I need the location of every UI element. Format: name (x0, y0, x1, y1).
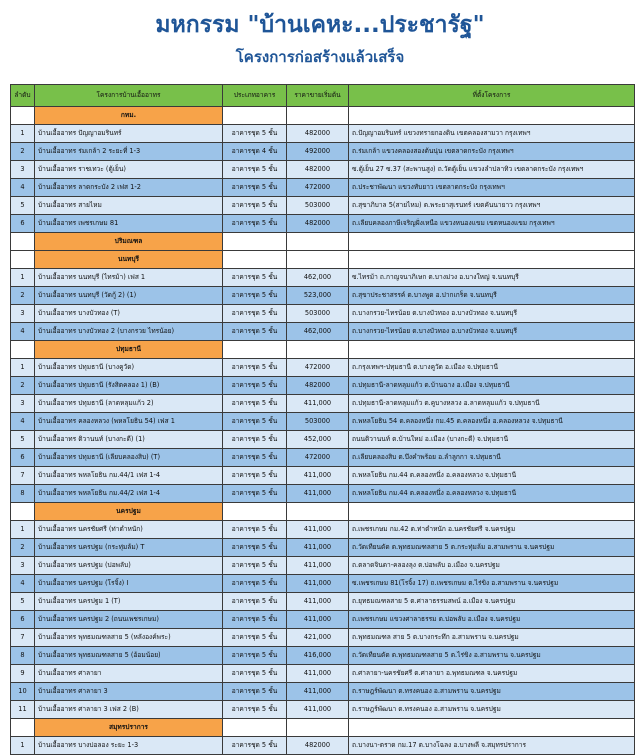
row-number: 1 (11, 269, 35, 287)
group-empty-cell (11, 233, 35, 251)
group-empty-cell (11, 341, 35, 359)
table-row (11, 449, 635, 467)
group-empty-cell (287, 251, 349, 269)
row-number: 2 (11, 539, 35, 557)
col-header-price: ราคาขายเริ่มต้น (287, 85, 349, 107)
row-project: บ้านเอื้ออาทร ปทุมธานี (รังสิตคลอง 1) (B) (35, 377, 223, 395)
row-number: 4 (11, 413, 35, 431)
group-name: นครปฐม (35, 503, 223, 521)
row-number: 10 (11, 683, 35, 701)
row-number: 3 (11, 395, 35, 413)
table-row (11, 179, 635, 197)
row-building-type: อาคารชุด 5 ชั้น (223, 305, 287, 323)
row-number: 1 (11, 521, 35, 539)
row-price: 482000 (287, 215, 349, 233)
row-location: ถ.ศาลายา-นครชัยศรี ต.ศาลายา อ.พุทธมณฑล จ.นครปฐม (349, 665, 635, 683)
table-row (11, 323, 635, 341)
group-empty-cell (287, 341, 349, 359)
row-number: 3 (11, 305, 35, 323)
row-location: ถ.ยุทธมณฑลสาย 5 ต.ศาลาธรรมสพน์ อ.เมือง จ.นครปฐม (349, 593, 635, 611)
row-building-type: อาคารชุด 5 ชั้น (223, 161, 287, 179)
col-header-location: ที่ตั้งโครงการ (349, 85, 635, 107)
row-number: 2 (11, 377, 35, 395)
group-empty-cell (287, 503, 349, 521)
table-row (11, 629, 635, 647)
row-price: 411,000 (287, 557, 349, 575)
row-building-type: อาคารชุด 5 ชั้น (223, 737, 287, 755)
row-price: 523,000 (287, 287, 349, 305)
group-empty-cell (223, 233, 287, 251)
table-row (11, 287, 635, 305)
row-number: 6 (11, 449, 35, 467)
table-row (11, 125, 635, 143)
group-header-row (11, 251, 635, 269)
row-price: 411,000 (287, 665, 349, 683)
table-row (11, 467, 635, 485)
group-name: กทม. (35, 107, 223, 125)
row-location: ถ.เลียบคลองสิบ ต.บึงคำพร้อย อ.ลำลูกกา จ.ปทุมธานี (349, 449, 635, 467)
row-number: 2 (11, 143, 35, 161)
row-location: ถ.พุทธมณฑล สาย 5 ต.บางกระทึก อ.สามพราน จ.นครปฐม (349, 629, 635, 647)
table-row (11, 431, 635, 449)
row-number: 1 (11, 737, 35, 755)
col-header-project: โครงการบ้านเอื้ออาทร (35, 85, 223, 107)
group-header-row (11, 503, 635, 521)
row-project: บ้านเอื้ออาทร นนทบุรี (วัดกู้ 2) (1) (35, 287, 223, 305)
table-row (11, 377, 635, 395)
table-row (11, 161, 635, 179)
row-building-type: อาคารชุด 5 ชั้น (223, 629, 287, 647)
row-building-type: อาคารชุด 5 ชั้น (223, 701, 287, 719)
row-project: บ้านเอื้ออาทร นครปฐม (โรจิ้ง) I (35, 575, 223, 593)
row-building-type: อาคารชุด 5 ชั้น (223, 215, 287, 233)
row-number: 1 (11, 359, 35, 377)
table-row (11, 557, 635, 575)
row-location: ถ.เพชรเกษม แขวงศาลาธรรม ต.บ่อพลับ อ.เมือง จ.นครปฐม (349, 611, 635, 629)
row-number: 5 (11, 431, 35, 449)
row-project: บ้านเอื้ออาทร พุทธมณฑลสาย 5 (หลังองค์พระ) (35, 629, 223, 647)
row-building-type: อาคารชุด 5 ชั้น (223, 431, 287, 449)
row-project: บ้านเอื้ออาทร ศาลายา (35, 665, 223, 683)
row-project: บ้านเอื้ออาทร คลองหลวง (พหลโยธิน 54) เฟส 1 (35, 413, 223, 431)
row-project: บ้านเอื้ออาทร ลาดกระบัง 2 เฟส 1-2 (35, 179, 223, 197)
row-project: บ้านเอื้ออาทร สายไหม (35, 197, 223, 215)
group-empty-cell (349, 503, 635, 521)
group-name: ปทุมธานี (35, 341, 223, 359)
row-project: บ้านเอื้ออาทร เพชรเกษม 81 (35, 215, 223, 233)
row-number: 7 (11, 629, 35, 647)
table-row (11, 647, 635, 665)
table-row (11, 521, 635, 539)
row-number: 8 (11, 485, 35, 503)
row-project: บ้านเอื้ออาทร นครชัยศรี (ท่าตำหนัก) (35, 521, 223, 539)
row-project: บ้านเอื้ออาทร ร่มเกล้า 2 ระยะที่ 1-3 (35, 143, 223, 161)
row-price: 411,000 (287, 395, 349, 413)
row-price: 472000 (287, 179, 349, 197)
row-price: 411,000 (287, 701, 349, 719)
row-location: ถ.กรุงเทพฯ-ปทุมธานี ต.บางคูวัด อ.เมือง จ.ปทุมธานี (349, 359, 635, 377)
group-empty-cell (349, 341, 635, 359)
row-number: 4 (11, 179, 35, 197)
group-empty-cell (349, 233, 635, 251)
row-location: ถ.วัดเทียนดัด ต.พุทธมณฑลสาย 5 ต.กระทุ่มล้ม อ.สามพราน จ.นครปฐม (349, 539, 635, 557)
table-header-row (11, 85, 635, 107)
row-project: บ้านเอื้ออาทร นนทบุรี (ไทรม้า) เฟส 1 (35, 269, 223, 287)
row-price: 503000 (287, 305, 349, 323)
row-number: 6 (11, 215, 35, 233)
row-price: 411,000 (287, 539, 349, 557)
group-empty-cell (287, 233, 349, 251)
table-row (11, 665, 635, 683)
table-row (11, 539, 635, 557)
row-location: ถ.สุขาประชาสรรค์ ต.บางพูด อ.ปากเกร็ด จ.นนทบุรี (349, 287, 635, 305)
row-project: บ้านเอื้ออาทร พุทธมณฑลสาย 5 (อ้อมน้อย) (35, 647, 223, 665)
row-price: 416,000 (287, 647, 349, 665)
row-location: ถ.พหลโยธิน กม.44 ต.คลองหนึ่ง อ.คลองหลวง จ.ปทุมธานี (349, 485, 635, 503)
row-building-type: อาคารชุด 5 ชั้น (223, 287, 287, 305)
row-building-type: อาคารชุด 5 ชั้น (223, 179, 287, 197)
row-price: 492000 (287, 143, 349, 161)
row-price: 503000 (287, 413, 349, 431)
table-row (11, 197, 635, 215)
row-building-type: อาคารชุด 5 ชั้น (223, 539, 287, 557)
row-project: บ้านเอื้ออาทร บางบัวทอง (T) (35, 305, 223, 323)
row-price: 411,000 (287, 683, 349, 701)
row-project: บ้านเอื้ออาทร ปทุมธานี (เลียบคลองสิบ) (T) (35, 449, 223, 467)
row-building-type: อาคารชุด 4 ชั้น (223, 143, 287, 161)
row-location: ถ.ร่มเกล้า แขวงคลองสองต้นนุ่น เขตลาดกระบัง กรุงเทพฯ (349, 143, 635, 161)
row-number: 11 (11, 701, 35, 719)
row-building-type: อาคารชุด 5 ชั้น (223, 683, 287, 701)
row-location: ถ.ปทุมธานี-ลาดหลุมแก้ว ต.บ้านฉาง อ.เมือง จ.ปทุมธานี (349, 377, 635, 395)
row-location: ซ.ไทรม้า ถ.กาญจนาภิเษก ต.บางม่วง อ.บางใหญ่ จ.นนทบุรี (349, 269, 635, 287)
row-building-type: อาคารชุด 5 ชั้น (223, 395, 287, 413)
row-building-type: อาคารชุด 5 ชั้น (223, 575, 287, 593)
row-location: ถ.บางกรวย-ไทรน้อย ต.บางบัวทอง อ.บางบัวทอง จ.นนทบุรี (349, 305, 635, 323)
group-empty-cell (287, 719, 349, 737)
group-empty-cell (11, 503, 35, 521)
group-empty-cell (287, 107, 349, 125)
row-location: ถ.ประชาพัฒนา แขวงทับยาว เขตลาดกระบัง กรุงเทพฯ (349, 179, 635, 197)
row-project: บ้านเอื้ออาทร ปทุมธานี (ลาดหลุมแก้ว 2) (35, 395, 223, 413)
group-header-row (11, 719, 635, 737)
group-empty-cell (223, 251, 287, 269)
group-empty-cell (349, 251, 635, 269)
row-building-type: อาคารชุด 5 ชั้น (223, 125, 287, 143)
row-number: 7 (11, 467, 35, 485)
group-header-row (11, 341, 635, 359)
row-building-type: อาคารชุด 5 ชั้น (223, 557, 287, 575)
group-empty-cell (223, 107, 287, 125)
row-project: บ้านเอื้ออาทร บางบัวทอง 2 (บางกรวย ไทรน้อย) (35, 323, 223, 341)
row-location: ถ.ราษฎร์พัฒนา ต.ทรงคนอง อ.สามพราน จ.นครปฐม (349, 701, 635, 719)
row-location: ถ.สุขาภิบาล 5(สายไหม) ต.พระยาสุเรนทร์ เขตคันนายาว กรุงเทพฯ (349, 197, 635, 215)
row-number: 8 (11, 647, 35, 665)
row-location: ถ.ราษฎร์พัฒนา ต.ทรงคนอง อ.สามพราน จ.นครปฐม (349, 683, 635, 701)
row-building-type: อาคารชุด 5 ชั้น (223, 269, 287, 287)
row-number: 9 (11, 665, 35, 683)
row-building-type: อาคารชุด 5 ชั้น (223, 323, 287, 341)
row-location: ถ.บางกรวย-ไทรน้อย ต.บางบัวทอง อ.บางบัวทอง จ.นนทบุรี (349, 323, 635, 341)
row-price: 472000 (287, 359, 349, 377)
row-number: 1 (11, 125, 35, 143)
row-building-type: อาคารชุด 5 ชั้น (223, 467, 287, 485)
table-body (11, 107, 635, 755)
table-row (11, 593, 635, 611)
row-building-type: อาคารชุด 5 ชั้น (223, 521, 287, 539)
group-name: นนทบุรี (35, 251, 223, 269)
group-empty-cell (11, 107, 35, 125)
row-building-type: อาคารชุด 5 ชั้น (223, 377, 287, 395)
row-number: 3 (11, 557, 35, 575)
row-price: 411,000 (287, 611, 349, 629)
table-row (11, 611, 635, 629)
row-project: บ้านเอื้ออาทร ศาลายา 3 (35, 683, 223, 701)
row-location: ถ.ตลาดจินดา-คลองลุง ต.บ่อพลับ อ.เมือง จ.นครปฐม (349, 557, 635, 575)
row-price: 421,000 (287, 629, 349, 647)
group-empty-cell (11, 251, 35, 269)
row-number: 4 (11, 323, 35, 341)
row-number: 5 (11, 593, 35, 611)
row-price: 503000 (287, 197, 349, 215)
row-number: 3 (11, 161, 35, 179)
table-row (11, 395, 635, 413)
row-building-type: อาคารชุด 5 ชั้น (223, 449, 287, 467)
row-building-type: อาคารชุด 5 ชั้น (223, 611, 287, 629)
row-price: 452,000 (287, 431, 349, 449)
table-row (11, 737, 635, 755)
table-row (11, 701, 635, 719)
table-row (11, 359, 635, 377)
row-project: บ้านเอื้ออาทร นครปฐม (บ่อพลับ) (35, 557, 223, 575)
group-empty-cell (349, 107, 635, 125)
row-project: บ้านเอื้ออาทร ติวานนท์ (บางกะดี) (1) (35, 431, 223, 449)
row-location: ถ.พหลโยธิน กม.44 ต.คลองหนึ่ง อ.คลองหลวง จ.ปทุมธานี (349, 467, 635, 485)
row-location: ถ.พหลโยธิน 54 ต.คลองหนึ่ง กม.45 ต.คลองหนึ่ง อ.คลองหลวง จ.ปทุมธานี (349, 413, 635, 431)
row-location: ถ.เพชรเกษม กม.42 ต.ท่าตำหนัก อ.นครชัยศรี จ.นครปฐม (349, 521, 635, 539)
table-row (11, 269, 635, 287)
group-name: สมุทรปราการ (35, 719, 223, 737)
row-project: บ้านเอื้ออาทร พหลโยธิน กม.44/1 เฟส 1-4 (35, 467, 223, 485)
row-location: ถ.วัดเทียนดัด ต.พุทธมณฑลสาย 5 ต.ไร่ขิง อ.สามพราน จ.นครปฐม (349, 647, 635, 665)
row-price: 462,000 (287, 323, 349, 341)
row-number: 5 (11, 197, 35, 215)
col-header-type: ประเภทอาคาร (223, 85, 287, 107)
row-price: 462,000 (287, 269, 349, 287)
table-row (11, 413, 635, 431)
row-price: 411,000 (287, 575, 349, 593)
row-location: ถนนติวานนท์ ต.บ้านใหม่ อ.เมือง (บางกะดี) จ.ปทุมธานี (349, 431, 635, 449)
row-project: บ้านเอื้ออาทร ราชเทวะ (ตู้เย็น) (35, 161, 223, 179)
page-title: มหกรรม "บ้านเคหะ...ประชารัฐ" (155, 12, 485, 38)
group-empty-cell (223, 341, 287, 359)
table-row (11, 575, 635, 593)
row-price: 482000 (287, 737, 349, 755)
row-number: 6 (11, 611, 35, 629)
row-price: 411,000 (287, 521, 349, 539)
table-row (11, 683, 635, 701)
row-project: บ้านเอื้ออาทร ปทุมธานี (บางคูวัด) (35, 359, 223, 377)
projects-table (10, 84, 635, 755)
row-building-type: อาคารชุด 5 ชั้น (223, 197, 287, 215)
row-building-type: อาคารชุด 5 ชั้น (223, 359, 287, 377)
table-row (11, 485, 635, 503)
row-location: ซ.ตู้เย็น 27 ซ.37 (สะพานสูง) ถ.วัดตู้เย็น แขวงลำปลาทิว เขตลาดกระบัง กรุงเทพฯ (349, 161, 635, 179)
row-project: บ้านเอื้ออาทร ปัญญาอมรินทร์ (35, 125, 223, 143)
group-empty-cell (11, 719, 35, 737)
row-location: ซ.เพชรเกษม 81(โรจิ้ง 17) ถ.เพชรเกษม ต.ไร่ขิง อ.สามพราน จ.นครปฐม (349, 575, 635, 593)
row-location: ถ.บางนา-ตราด กม.17 ต.บางโฉลง อ.บางพลี จ.สมุทรปราการ (349, 737, 635, 755)
row-location: ถ.ปทุมธานี-ลาดหลุมแก้ว ต.คูบางหลวง อ.ลาดหลุมแก้ว จ.ปทุมธานี (349, 395, 635, 413)
row-project: บ้านเอื้ออาทร นครปฐม (กระทุ่มล้ม) T (35, 539, 223, 557)
row-price: 411,000 (287, 593, 349, 611)
row-building-type: อาคารชุด 5 ชั้น (223, 647, 287, 665)
row-location: ถ.เลียบคลองภาษีเจริญฝั่งเหนือ แขวงหนองแขม เขตหนองแขม กรุงเทพฯ (349, 215, 635, 233)
table-row (11, 143, 635, 161)
row-price: 411,000 (287, 485, 349, 503)
row-project: บ้านเอื้ออาทร ศาลายา 3 เฟส 2 (B) (35, 701, 223, 719)
row-building-type: อาคารชุด 5 ชั้น (223, 665, 287, 683)
row-number: 4 (11, 575, 35, 593)
row-price: 472000 (287, 449, 349, 467)
row-price: 482000 (287, 161, 349, 179)
table-row (11, 305, 635, 323)
group-empty-cell (223, 503, 287, 521)
row-building-type: อาคารชุด 5 ชั้น (223, 593, 287, 611)
table-row (11, 215, 635, 233)
page-subtitle: โครงการก่อสร้างแล้วเสร็จ (235, 48, 405, 66)
group-empty-cell (223, 719, 287, 737)
row-location: ถ.ปัญญาอมรินทร์ แขวงทรายกองดิน เขตคลองสามวา กรุงเทพฯ (349, 125, 635, 143)
group-empty-cell (349, 719, 635, 737)
row-project: บ้านเอื้ออาทร นครปฐม 2 (ถนนเพชรเกษม) (35, 611, 223, 629)
group-header-row (11, 233, 635, 251)
row-project: บ้านเอื้ออาทร บางบ่อลอง ระยะ 1-3 (35, 737, 223, 755)
group-header-row (11, 107, 635, 125)
group-name: ปริมณฑล (35, 233, 223, 251)
row-building-type: อาคารชุด 5 ชั้น (223, 413, 287, 431)
col-header-no: ลำดับ (11, 85, 35, 107)
row-price: 482000 (287, 125, 349, 143)
row-number: 2 (11, 287, 35, 305)
row-project: บ้านเอื้ออาทร พหลโยธิน กม.44/2 เฟส 1-4 (35, 485, 223, 503)
row-price: 411,000 (287, 467, 349, 485)
row-project: บ้านเอื้ออาทร นครปฐม 1 (T) (35, 593, 223, 611)
row-price: 482000 (287, 377, 349, 395)
row-building-type: อาคารชุด 5 ชั้น (223, 485, 287, 503)
